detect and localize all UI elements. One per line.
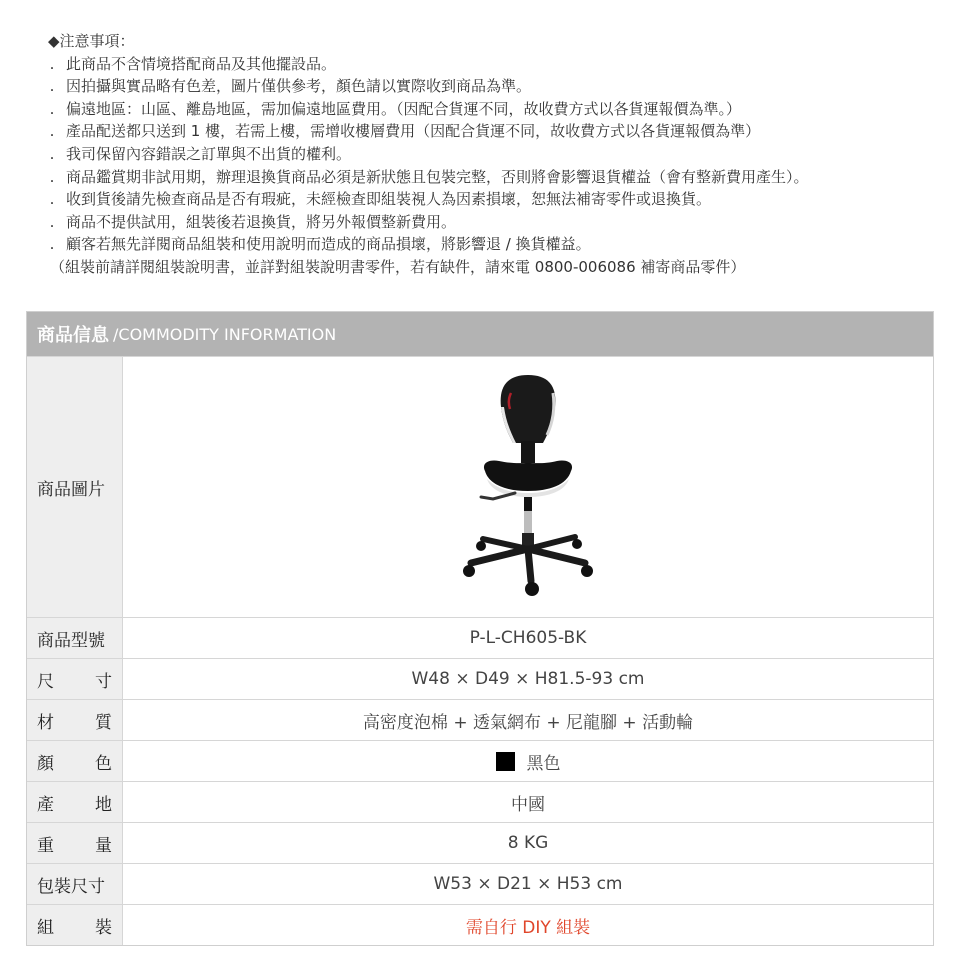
note-text: 我司保留內容錯誤之訂單與不出貨的權利。 xyxy=(66,144,352,163)
row-label xyxy=(27,823,123,863)
row-value: W53 × D21 × H53 cm xyxy=(433,874,623,894)
label-text: 材 xyxy=(37,712,54,733)
note-item xyxy=(38,233,938,256)
bullet: . xyxy=(49,122,55,141)
label-text: 組 xyxy=(37,917,54,938)
label-text: 質 xyxy=(95,712,112,733)
note-item xyxy=(38,120,938,143)
label-text: 顏 xyxy=(37,753,54,774)
label-text: 寸 xyxy=(95,671,112,692)
row-color xyxy=(27,740,933,781)
row-origin xyxy=(27,781,933,822)
color-name: 黑色 xyxy=(526,753,561,774)
product-photo-cell xyxy=(123,357,933,617)
note-text: 因拍攝與實品略有色差，圖片僅供參考，顏色請以實際收到商品為準。 xyxy=(66,77,532,96)
note-text: 此商品不含情境搭配商品及其他擺設品。 xyxy=(66,54,337,73)
note-text: 收到貨後請先檢查商品是否有瑕疵，未經檢查即組裝視人為因素損壞，恕無法補寄零件或退換貨。 xyxy=(66,190,712,209)
label-text: 地 xyxy=(95,794,112,815)
bullet: . xyxy=(49,212,55,231)
row-value: 8 KG xyxy=(507,833,549,853)
row-weight xyxy=(27,822,933,863)
color-swatch xyxy=(496,752,515,771)
row-model xyxy=(27,617,933,658)
label-text: 裝 xyxy=(95,917,112,938)
bullet: . xyxy=(49,99,55,118)
table-header xyxy=(27,312,933,356)
row-value: 高密度泡棉 + 透氣網布 + 尼龍腳 + 活動輪 xyxy=(362,712,694,733)
table-title: 商品信息 xyxy=(37,325,109,346)
bullet: . xyxy=(49,167,55,186)
note-text: 商品不提供試用，組裝後若退換貨，將另外報價整新費用。 xyxy=(66,212,457,231)
note-item xyxy=(38,75,938,98)
bullet: . xyxy=(49,235,55,254)
label-text: 量 xyxy=(95,835,112,856)
notes-footer: （組裝前請詳閱組裝說明書，並詳對組裝說明書零件，若有缺件，請來電 0800-006086 補寄商品零件） xyxy=(50,257,746,276)
office-chair-image xyxy=(453,367,603,607)
row-value: P-L-CH605-BK xyxy=(469,628,587,648)
note-text: 商品鑑賞期非試用期，辦理退換貨商品必須是新狀態且包裝完整，否則將會影響退貨權益（會有整新費用產生）。 xyxy=(66,167,809,186)
bullet: . xyxy=(49,144,55,163)
note-item xyxy=(38,166,938,189)
row-label: 商品圖片 xyxy=(27,357,123,617)
row-label: 商品型號 xyxy=(27,618,123,658)
table-subtitle: /COMMODITY INFORMATION xyxy=(113,324,337,344)
note-text: 產品配送都只送到 1 樓，若需上樓，需增收樓層費用（因配合貨運不同，故收費方式以各貨運報價為準） xyxy=(66,122,761,141)
row-label xyxy=(27,741,123,781)
note-text: 顧客若無先詳閱商品組裝和使用說明而造成的商品損壞，將影響退 / 換貨權益。 xyxy=(66,235,591,254)
row-size xyxy=(27,658,933,699)
row-material xyxy=(27,699,933,740)
label-text: 色 xyxy=(95,753,112,774)
label-text: 尺 xyxy=(37,671,54,692)
commodity-info-table xyxy=(26,311,934,946)
row-package-size xyxy=(27,863,933,904)
note-item xyxy=(38,53,938,76)
notes-heading: ◆注意事項： xyxy=(48,32,135,50)
label-text: 重 xyxy=(37,835,54,856)
row-value xyxy=(123,741,933,781)
row-label xyxy=(27,700,123,740)
bullet: . xyxy=(49,54,55,73)
row-label xyxy=(27,782,123,822)
note-item xyxy=(38,211,938,234)
bullet: . xyxy=(49,190,55,209)
row-label: 包裝尺寸 xyxy=(27,864,123,904)
label-text: 產 xyxy=(37,794,54,815)
note-item xyxy=(38,143,938,166)
notes-section xyxy=(38,30,938,279)
row-value: 中國 xyxy=(511,794,545,815)
row-value: W48 × D49 × H81.5-93 cm xyxy=(411,669,645,689)
note-item xyxy=(38,188,938,211)
row-value: 需自行 DIY 組裝 xyxy=(465,917,591,938)
row-assembly xyxy=(27,904,933,945)
bullet: . xyxy=(49,77,55,96)
row-label xyxy=(27,659,123,699)
photo-row xyxy=(27,356,933,617)
note-text: 偏遠地區：山區、離島地區，需加偏遠地區費用。（因配合貨運不同，故收費方式以各貨運報價為準。） xyxy=(66,99,742,118)
row-label xyxy=(27,905,123,945)
note-item xyxy=(38,98,938,121)
